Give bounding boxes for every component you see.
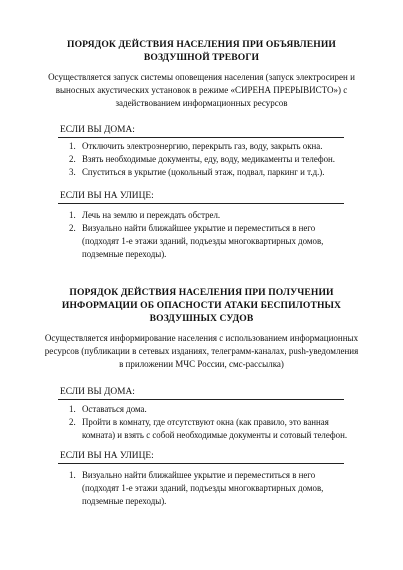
list-item <box>69 403 354 416</box>
list-item-number: 1. <box>69 470 76 480</box>
alarm-street-divider <box>58 203 344 204</box>
list-item-text: Отключить электроэнергию, перекрыть газ, воду, закрыть окна. <box>82 141 323 151</box>
list-item-number: 1. <box>69 141 76 151</box>
alarm-home-divider <box>58 137 344 138</box>
drones-section-title: ПОРЯДОК ДЕЙСТВИЯ НАСЕЛЕНИЯ ПРИ ПОЛУЧЕНИИ ИНФОРМАЦИИ ОБ ОПАСНОСТИ АТАКИ БЕСПИЛОТНЫХ ВОЗДУШНЫХ СУДОВ <box>61 287 342 324</box>
list-item-text: Взять необходимые документы, еду, воду, медикаменты и телефон. <box>82 154 336 164</box>
list-item <box>69 222 342 261</box>
list-item <box>69 469 342 508</box>
list-item-text: Лечь на землю и переждать обстрел. <box>82 210 221 220</box>
alarm-street-heading: ЕСЛИ ВЫ НА УЛИЦЕ: <box>60 191 154 201</box>
list-item-text: Визуально найти ближайшее укрытие и переместиться в него (подходят 1-е этажи зданий, подъезды многоквартирных домов, подземные переходы). <box>82 470 324 506</box>
drones-street-heading: ЕСЛИ ВЫ НА УЛИЦЕ: <box>60 451 154 461</box>
list-item-text: Визуально найти ближайшее укрытие и переместиться в него (подходят 1-е этажи зданий, подъезды многоквартирных домов, подземные переходы). <box>82 223 324 259</box>
list-item <box>69 209 344 222</box>
list-item <box>69 140 354 153</box>
list-item-number: 1. <box>69 210 76 220</box>
list-item <box>69 416 354 442</box>
list-item-text: Спуститься в укрытие (цокольный этаж, подвал, паркинг и т.д.). <box>82 167 325 177</box>
drones-home-divider <box>58 399 344 400</box>
alarm-home-heading: ЕСЛИ ВЫ ДОМА: <box>60 125 135 135</box>
alarm-section-title: ПОРЯДОК ДЕЙСТВИЯ НАСЕЛЕНИЯ ПРИ ОБЪЯВЛЕНИИ ВОЗДУШНОЙ ТРЕВОГИ <box>67 39 336 63</box>
drones-street-divider <box>58 463 344 464</box>
list-item-number: 1. <box>69 404 76 414</box>
list-item-number: 3. <box>69 167 76 177</box>
list-item-text: Пройти в комнату, где отсутствуют окна (как правило, это ванная комната) и взять с собой необходимые документы и сотовый телефон. <box>82 417 348 440</box>
alarm-section-intro: Осуществляется запуск системы оповещения населения (запуск электросирен и выносных акустических установок в режиме «СИРЕНА ПРЕРЫВИСТО») с задействованием информационных ресурсов <box>48 72 355 108</box>
drones-section-intro: Осуществляется информирование населения с использованием информационных ресурсов (публикации в сетевых изданиях, телеграмм-каналах, push-уведомления в приложении МЧС России, смс-рассылка) <box>44 333 359 369</box>
list-item-text: Оставаться дома. <box>82 404 147 414</box>
list-item <box>69 166 354 179</box>
list-item-number: 2. <box>69 223 76 233</box>
drones-home-heading: ЕСЛИ ВЫ ДОМА: <box>60 387 135 397</box>
list-item-number: 2. <box>69 417 76 427</box>
list-item-number: 2. <box>69 154 76 164</box>
list-item <box>69 153 354 166</box>
